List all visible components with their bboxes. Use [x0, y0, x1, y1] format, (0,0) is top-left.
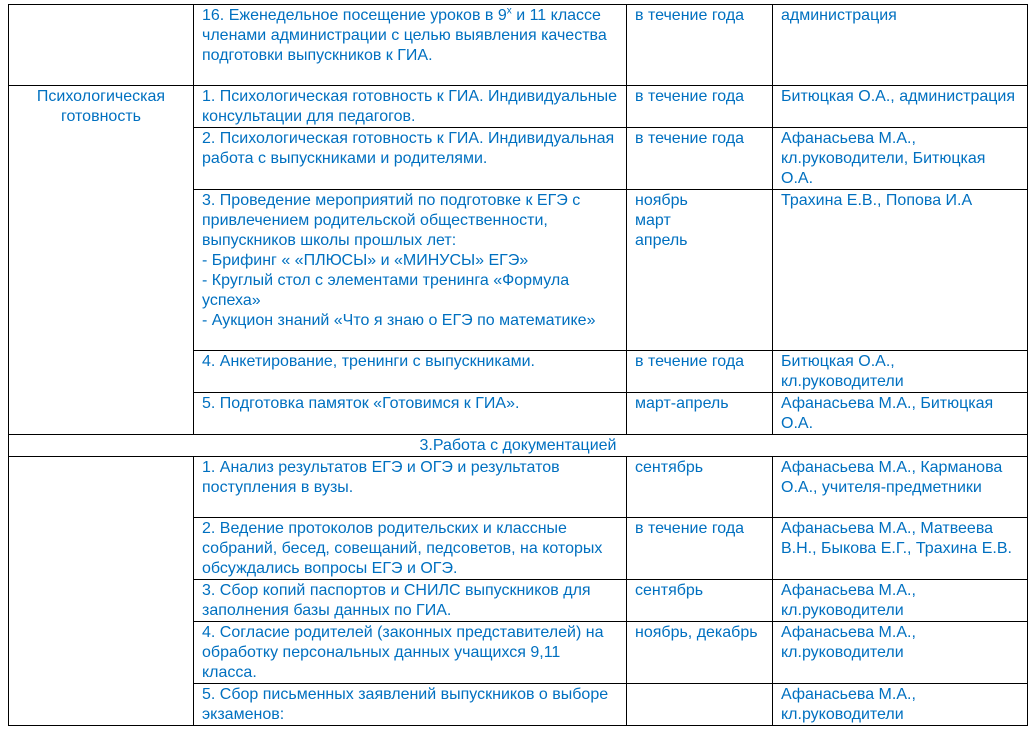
period-cell: сентябрь — [627, 580, 773, 622]
responsible-cell: Трахина Е.В., Попова И.А — [773, 190, 1028, 351]
responsible-cell: Битюцкая О.А., администрация — [773, 86, 1028, 128]
document-page — [8, 4, 1028, 726]
table-row — [9, 457, 1028, 518]
responsible-cell: Битюцкая О.А., кл.руководители — [773, 351, 1028, 393]
responsible-cell: Афанасьева М.А., Битюцкая О.А. — [773, 393, 1028, 435]
table-row — [9, 86, 1028, 128]
section-heading-row — [9, 435, 1028, 457]
task-cell: 1. Психологическая готовность к ГИА. Индивидуальные консультации для педагогов. — [194, 86, 627, 128]
responsible-cell: Афанасьева М.А., кл.руководители — [773, 622, 1028, 684]
period-cell: в течение года — [627, 518, 773, 580]
table-row — [9, 5, 1028, 86]
task-cell: 2. Психологическая готовность к ГИА. Индивидуальная работа с выпускниками и родителями. — [194, 128, 627, 190]
responsible-cell: Афанасьева М.А., кл.руководители — [773, 580, 1028, 622]
task-cell: 4. Согласие родителей (законных представителей) на обработку персональных данных учащихся 9,11 класса. — [194, 622, 627, 684]
period-cell — [627, 684, 773, 726]
task-cell: 3. Проведение мероприятий по подготовке к ЕГЭ с привлечением родительской общественности, выпускников школы прошлых лет: - Брифинг « «ПЛЮСЫ» и «МИНУСЫ» ЕГЭ» - Круглый стол с элементами тренинга «Формула успеха» - Аукцион знаний «Что я знаю о ЕГЭ по математике» — [194, 190, 627, 351]
period-cell: в течение года — [627, 128, 773, 190]
responsible-cell: Афанасьева М.А., Матвеева В.Н., Быкова Е.Г., Трахина Е.В. — [773, 518, 1028, 580]
period-cell: ноябрь, декабрь — [627, 622, 773, 684]
task-cell: 5. Сбор письменных заявлений выпускников о выборе экзаменов: — [194, 684, 627, 726]
period-cell: в течение года — [627, 86, 773, 128]
responsible-cell: Афанасьева М.А., кл.руководители — [773, 684, 1028, 726]
task-cell: 1. Анализ результатов ЕГЭ и ОГЭ и результатов поступления в вузы. — [194, 457, 627, 518]
task-cell: 2. Ведение протоколов родительских и классные собраний, бесед, совещаний, педсоветов, на которых обсуждались вопросы ЕГЭ и ОГЭ. — [194, 518, 627, 580]
period-cell: ноябрь март апрель — [627, 190, 773, 351]
task-cell: 4. Анкетирование, тренинги с выпускниками. — [194, 351, 627, 393]
responsible-cell: администрация — [773, 5, 1028, 86]
plan-table — [8, 4, 1028, 726]
responsible-cell: Афанасьева М.А., Карманова О.А., учителя-предметники — [773, 457, 1028, 518]
period-cell: в течение года — [627, 351, 773, 393]
period-cell: март-апрель — [627, 393, 773, 435]
responsible-cell: Афанасьева М.А., кл.руководители, Битюцкая О.А. — [773, 128, 1028, 190]
section-heading: 3.Работа с документацией — [9, 435, 1028, 457]
section-cell — [9, 5, 194, 86]
task-cell: 16. Еженедельное посещение уроков в 9$^x$ и 11 классе членами администрации с целью выявления качества подготовки выпускников к ГИА. — [194, 5, 627, 86]
period-cell: сентябрь — [627, 457, 773, 518]
task-cell: 5. Подготовка памяток «Готовимся к ГИА». — [194, 393, 627, 435]
task-cell: 3. Сбор копий паспортов и СНИЛС выпускников для заполнения базы данных по ГИА. — [194, 580, 627, 622]
section-label-psych: Психологическая готовность — [9, 86, 194, 435]
superscript: x — [506, 5, 512, 17]
period-cell: в течение года — [627, 5, 773, 86]
section-cell — [9, 457, 194, 726]
